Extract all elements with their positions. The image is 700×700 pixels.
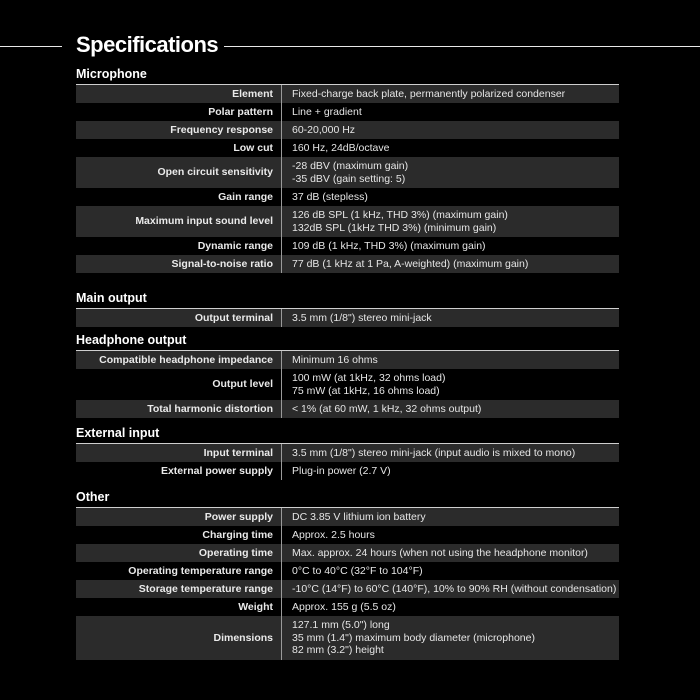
spec-value-line: DC 3.85 V lithium ion battery [292, 510, 426, 523]
spec-row [76, 351, 619, 369]
spec-value-line: 37 dB (stepless) [292, 190, 368, 203]
spec-value-line: Max. approx. 24 hours (when not using the headphone monitor) [292, 546, 588, 559]
spec-value-line: -35 dBV (gain setting: 5) [292, 172, 406, 185]
spec-label: Dimensions [213, 631, 273, 644]
spec-label: Low cut [233, 141, 273, 154]
page-header [0, 30, 700, 64]
spec-value [281, 526, 619, 544]
spec-row [76, 237, 619, 255]
spec-value [281, 255, 619, 273]
spec-value [281, 544, 619, 562]
spec-label: Dynamic range [197, 239, 273, 252]
spec-label: Output terminal [194, 311, 273, 324]
spec-value-line: 109 dB (1 kHz, THD 3%) (maximum gain) [292, 239, 486, 252]
spec-row [76, 444, 619, 462]
spec-row [76, 508, 619, 526]
spec-value-line: 3.5 mm (1/8") stereo mini-jack (input audio is mixed to mono) [292, 446, 576, 459]
spec-row [76, 157, 619, 188]
spec-value-line: 127.1 mm (5.0") long [292, 619, 390, 632]
spec-value [281, 444, 619, 462]
section-title: Headphone output [76, 333, 619, 351]
spec-value-line: 126 dB SPL (1 kHz, THD 3%) (maximum gain) [292, 209, 508, 221]
spec-label: Polar pattern [208, 105, 273, 118]
spec-label: External power supply [160, 464, 273, 477]
spec-section [76, 333, 619, 418]
spec-label: Operating time [198, 546, 273, 559]
spec-value [281, 508, 619, 526]
spec-value [281, 206, 619, 237]
spec-row [76, 121, 619, 139]
spec-section [76, 291, 619, 327]
spec-row [76, 562, 619, 580]
spec-label: Output level [212, 378, 273, 391]
spec-value-line: 0°C to 40°C (32°F to 104°F) [292, 564, 423, 577]
spec-row [76, 616, 619, 660]
spec-label: Total harmonic distortion [147, 402, 273, 415]
spec-label: Element [232, 87, 273, 100]
spec-row [76, 400, 619, 418]
section-title: Main output [76, 291, 619, 309]
spec-row [76, 85, 619, 103]
section-title: Other [76, 490, 619, 508]
spec-label: Maximum input sound level [135, 215, 273, 228]
spec-value [281, 400, 619, 418]
spec-label: Storage temperature range [138, 582, 273, 595]
page-title: Specifications [76, 32, 219, 57]
spec-row [76, 526, 619, 544]
spec-value-line: 60-20,000 Hz [292, 123, 356, 136]
header-rule-right [224, 46, 700, 47]
spec-value [281, 237, 619, 255]
spec-row [76, 255, 619, 273]
spec-value-line: Approx. 155 g (5.5 oz) [292, 600, 396, 613]
spec-value [281, 188, 619, 206]
spec-label: Weight [238, 600, 273, 613]
spec-section [76, 426, 619, 480]
spec-row [76, 206, 619, 237]
spec-value [281, 103, 619, 121]
spec-value [281, 121, 619, 139]
spec-value [281, 562, 619, 580]
spec-value [281, 369, 619, 400]
spec-row [76, 462, 619, 480]
spec-row [76, 544, 619, 562]
header-rule-left [0, 46, 62, 47]
spec-value-line: 82 mm (3.2") height [292, 644, 384, 657]
spec-value-line: Approx. 2.5 hours [292, 528, 375, 541]
spec-row [76, 369, 619, 400]
spec-label: Open circuit sensitivity [157, 166, 273, 179]
spec-row [76, 139, 619, 157]
spec-label: Signal-to-noise ratio [171, 257, 273, 270]
spec-row [76, 598, 619, 616]
spec-value-line: 3.5 mm (1/8") stereo mini-jack [292, 311, 432, 324]
spec-value [281, 616, 619, 660]
spec-value [281, 580, 619, 598]
spec-label: Operating temperature range [128, 564, 273, 577]
spec-value-line: 75 mW (at 1kHz, 16 ohms load) [292, 384, 440, 397]
section-title: Microphone [76, 67, 619, 85]
spec-value-line: -28 dBV (maximum gain) [292, 160, 409, 172]
spec-label: Input terminal [203, 446, 273, 459]
spec-value-line: 77 dB (1 kHz at 1 Pa, A-weighted) (maximum gain) [292, 257, 529, 270]
spec-value [281, 157, 619, 188]
spec-section [76, 490, 619, 660]
spec-row [76, 103, 619, 121]
spec-section [76, 67, 619, 273]
spec-value-line: Minimum 16 ohms [292, 353, 378, 366]
spec-row [76, 309, 619, 327]
spec-label: Charging time [202, 528, 273, 541]
spec-value-line: Plug-in power (2.7 V) [292, 464, 391, 477]
section-title: External input [76, 426, 619, 444]
spec-value-line: Line + gradient [292, 105, 362, 118]
spec-value-line: < 1% (at 60 mW, 1 kHz, 32 ohms output) [292, 402, 482, 415]
spec-value [281, 139, 619, 157]
spec-label: Gain range [218, 190, 273, 203]
spec-value-line: 35 mm (1.4") maximum body diameter (microphone) [292, 631, 535, 644]
spec-value-line: 132dB SPL (1kHz THD 3%) (minimum gain) [292, 221, 497, 234]
spec-row [76, 188, 619, 206]
spec-value-line: 100 mW (at 1kHz, 32 ohms load) [292, 372, 446, 384]
spec-value [281, 351, 619, 369]
spec-value-line: Fixed-charge back plate, permanently polarized condenser [292, 87, 566, 100]
spec-value [281, 462, 619, 480]
spec-value-line: 160 Hz, 24dB/octave [292, 141, 390, 154]
spec-value-line: -10°C (14°F) to 60°C (140°F), 10% to 90% RH (without condensation) [292, 582, 617, 595]
spec-value [281, 85, 619, 103]
spec-label: Frequency response [170, 123, 273, 136]
spec-row [76, 580, 619, 598]
spec-value [281, 309, 619, 327]
spec-value [281, 598, 619, 616]
spec-label: Power supply [204, 510, 273, 523]
spec-label: Compatible headphone impedance [99, 353, 273, 366]
